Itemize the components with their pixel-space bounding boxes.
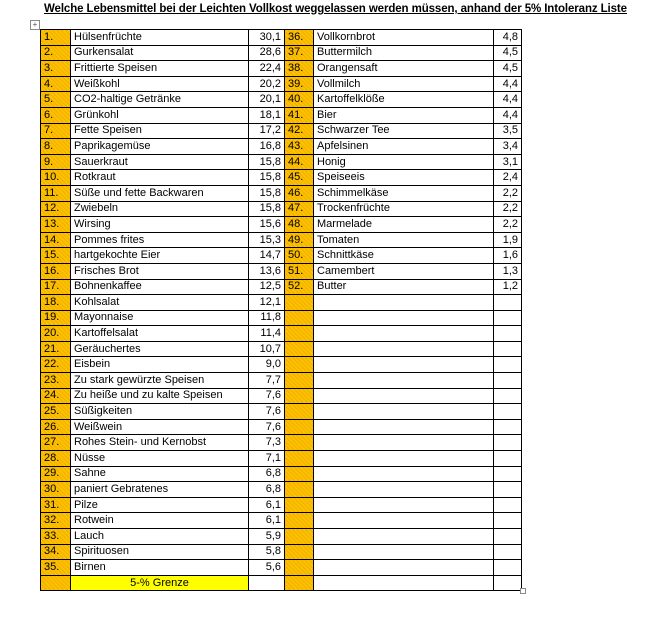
rank-cell <box>285 326 314 342</box>
food-cell: Lauch <box>71 529 249 545</box>
food-cell <box>314 435 494 451</box>
rank-cell: 13. <box>41 217 71 233</box>
percent-cell <box>494 544 522 560</box>
table-row <box>41 139 522 155</box>
rank-cell: 18. <box>41 295 71 311</box>
rank-cell: 50. <box>285 248 314 264</box>
table-row <box>41 575 522 591</box>
percent-cell: 2,2 <box>494 201 522 217</box>
rank-cell: 48. <box>285 217 314 233</box>
food-cell: Pilze <box>71 497 249 513</box>
rank-cell: 49. <box>285 232 314 248</box>
percent-cell: 1,3 <box>494 263 522 279</box>
percent-cell <box>494 466 522 482</box>
table-row <box>41 232 522 248</box>
percent-cell: 20,1 <box>249 92 285 108</box>
table-row <box>41 217 522 233</box>
rank-cell: 33. <box>41 529 71 545</box>
food-cell: Speiseeis <box>314 170 494 186</box>
percent-cell: 4,4 <box>494 107 522 123</box>
food-cell: Weißwein <box>71 419 249 435</box>
percent-cell: 1,2 <box>494 279 522 295</box>
percent-cell: 10,7 <box>249 341 285 357</box>
percent-cell: 4,5 <box>494 45 522 61</box>
percent-cell: 13,6 <box>249 263 285 279</box>
rank-cell: 47. <box>285 201 314 217</box>
percent-cell: 16,8 <box>249 139 285 155</box>
food-cell: Sahne <box>71 466 249 482</box>
rank-cell: 10. <box>41 170 71 186</box>
table-row <box>41 373 522 389</box>
food-cell <box>314 419 494 435</box>
percent-cell <box>494 404 522 420</box>
food-cell: Rotkraut <box>71 170 249 186</box>
rank-cell <box>285 373 314 389</box>
food-cell: Vollkornbrot <box>314 30 494 46</box>
percent-cell: 14,7 <box>249 248 285 264</box>
grenze-label: 5-% Grenze <box>71 575 249 591</box>
rank-cell: 43. <box>285 139 314 155</box>
rank-cell: 8. <box>41 139 71 155</box>
food-cell: Pommes frites <box>71 232 249 248</box>
table-row <box>41 61 522 77</box>
table-row <box>41 92 522 108</box>
rank-cell: 1. <box>41 30 71 46</box>
table-row <box>41 341 522 357</box>
rank-cell: 15. <box>41 248 71 264</box>
percent-cell <box>494 435 522 451</box>
food-cell <box>314 513 494 529</box>
rank-cell: 37. <box>285 45 314 61</box>
percent-cell: 17,2 <box>249 123 285 139</box>
rank-cell <box>285 295 314 311</box>
rank-cell: 4. <box>41 76 71 92</box>
food-cell: Kartoffelklöße <box>314 92 494 108</box>
food-cell: Nüsse <box>71 451 249 467</box>
food-cell: Hülsenfrüchte <box>71 30 249 46</box>
percent-cell: 7,6 <box>249 419 285 435</box>
rank-cell: 19. <box>41 310 71 326</box>
intolerance-table <box>40 29 522 591</box>
table-row <box>41 30 522 46</box>
rank-cell <box>285 466 314 482</box>
food-cell: Wirsing <box>71 217 249 233</box>
percent-cell <box>494 560 522 576</box>
percent-cell: 6,8 <box>249 482 285 498</box>
food-cell: Birnen <box>71 560 249 576</box>
percent-cell <box>494 419 522 435</box>
page-title: Welche Lebensmittel bei der Leichten Vollkost weggelassen werden müssen, anhand der 5% Intoleranz Liste <box>44 3 627 15</box>
rank-cell <box>285 341 314 357</box>
percent-cell: 11,4 <box>249 326 285 342</box>
percent-cell: 7,6 <box>249 404 285 420</box>
percent-cell: 12,1 <box>249 295 285 311</box>
rank-cell: 7. <box>41 123 71 139</box>
percent-cell <box>494 357 522 373</box>
rank-cell: 12. <box>41 201 71 217</box>
percent-cell <box>494 388 522 404</box>
food-cell <box>314 544 494 560</box>
percent-cell <box>494 513 522 529</box>
rank-cell <box>285 575 314 591</box>
food-cell: Eisbein <box>71 357 249 373</box>
percent-cell: 5,8 <box>249 544 285 560</box>
food-cell: Geräuchertes <box>71 341 249 357</box>
rank-cell: 24. <box>41 388 71 404</box>
table-row <box>41 279 522 295</box>
rank-cell <box>285 357 314 373</box>
percent-cell <box>494 451 522 467</box>
rank-cell: 23. <box>41 373 71 389</box>
rank-cell: 17. <box>41 279 71 295</box>
rank-cell: 32. <box>41 513 71 529</box>
percent-cell: 9,0 <box>249 357 285 373</box>
food-cell: Spirituosen <box>71 544 249 560</box>
food-cell <box>314 529 494 545</box>
percent-cell: 15,3 <box>249 232 285 248</box>
rank-cell: 22. <box>41 357 71 373</box>
rank-cell: 39. <box>285 76 314 92</box>
table-row <box>41 170 522 186</box>
table-row <box>41 45 522 61</box>
percent-cell <box>494 326 522 342</box>
table-row <box>41 435 522 451</box>
percent-cell: 12,5 <box>249 279 285 295</box>
table-row <box>41 482 522 498</box>
percent-cell: 22,4 <box>249 61 285 77</box>
rank-cell <box>285 482 314 498</box>
food-cell: Paprikagemüse <box>71 139 249 155</box>
food-cell: Trockenfrüchte <box>314 201 494 217</box>
table-move-handle[interactable]: + <box>30 20 40 30</box>
food-cell: Bier <box>314 107 494 123</box>
food-cell <box>314 404 494 420</box>
table-row <box>41 310 522 326</box>
food-cell: Zu heiße und zu kalte Speisen <box>71 388 249 404</box>
percent-cell: 2,4 <box>494 170 522 186</box>
percent-cell <box>494 575 522 591</box>
rank-cell <box>285 435 314 451</box>
percent-cell: 4,8 <box>494 30 522 46</box>
table-resize-handle[interactable] <box>520 588 526 594</box>
percent-cell: 2,2 <box>494 217 522 233</box>
rank-cell: 6. <box>41 107 71 123</box>
food-cell: Marmelade <box>314 217 494 233</box>
table-row <box>41 295 522 311</box>
food-cell: Rohes Stein- und Kernobst <box>71 435 249 451</box>
rank-cell <box>285 497 314 513</box>
table-row <box>41 263 522 279</box>
percent-cell: 7,1 <box>249 451 285 467</box>
table-row <box>41 357 522 373</box>
rank-cell: 14. <box>41 232 71 248</box>
food-cell: Schimmelkäse <box>314 185 494 201</box>
food-cell: Weißkohl <box>71 76 249 92</box>
percent-cell: 15,8 <box>249 170 285 186</box>
rank-cell <box>285 513 314 529</box>
percent-cell <box>494 482 522 498</box>
percent-cell: 3,4 <box>494 139 522 155</box>
percent-cell: 1,6 <box>494 248 522 264</box>
food-cell <box>314 310 494 326</box>
percent-cell: 3,5 <box>494 123 522 139</box>
table-row <box>41 497 522 513</box>
rank-cell: 34. <box>41 544 71 560</box>
table-row <box>41 466 522 482</box>
table-row <box>41 154 522 170</box>
rank-cell: 30. <box>41 482 71 498</box>
rank-cell: 51. <box>285 263 314 279</box>
percent-cell: 20,2 <box>249 76 285 92</box>
percent-cell: 5,9 <box>249 529 285 545</box>
food-cell: Bohnenkaffee <box>71 279 249 295</box>
food-cell: Vollmilch <box>314 76 494 92</box>
table-row <box>41 404 522 420</box>
rank-cell: 40. <box>285 92 314 108</box>
food-cell <box>314 560 494 576</box>
table-row <box>41 419 522 435</box>
rank-cell: 16. <box>41 263 71 279</box>
percent-cell <box>494 497 522 513</box>
table-row <box>41 544 522 560</box>
food-cell: Schwarzer Tee <box>314 123 494 139</box>
percent-cell <box>494 373 522 389</box>
food-cell: Camembert <box>314 263 494 279</box>
percent-cell <box>494 295 522 311</box>
rank-cell: 31. <box>41 497 71 513</box>
percent-cell: 28,6 <box>249 45 285 61</box>
rank-cell: 42. <box>285 123 314 139</box>
percent-cell: 30,1 <box>249 30 285 46</box>
table-row <box>41 513 522 529</box>
table-row <box>41 107 522 123</box>
food-cell: hartgekochte Eier <box>71 248 249 264</box>
percent-cell: 1,9 <box>494 232 522 248</box>
food-cell: Frisches Brot <box>71 263 249 279</box>
percent-cell: 4,5 <box>494 61 522 77</box>
rank-cell: 26. <box>41 419 71 435</box>
percent-cell: 7,3 <box>249 435 285 451</box>
table-row <box>41 248 522 264</box>
rank-cell: 35. <box>41 560 71 576</box>
percent-cell: 15,6 <box>249 217 285 233</box>
food-cell <box>314 497 494 513</box>
food-cell <box>314 388 494 404</box>
rank-cell: 41. <box>285 107 314 123</box>
food-cell <box>314 295 494 311</box>
rank-cell: 38. <box>285 61 314 77</box>
food-cell: Kartoffelsalat <box>71 326 249 342</box>
food-cell: Kohlsalat <box>71 295 249 311</box>
rank-cell <box>285 404 314 420</box>
rank-cell: 3. <box>41 61 71 77</box>
rank-cell: 28. <box>41 451 71 467</box>
rank-cell: 20. <box>41 326 71 342</box>
food-cell <box>314 326 494 342</box>
rank-cell: 27. <box>41 435 71 451</box>
food-cell: Fette Speisen <box>71 123 249 139</box>
food-cell: Zu stark gewürzte Speisen <box>71 373 249 389</box>
table-row <box>41 76 522 92</box>
food-cell: Süße und fette Backwaren <box>71 185 249 201</box>
percent-cell: 6,1 <box>249 497 285 513</box>
rank-cell <box>285 560 314 576</box>
rank-cell <box>285 451 314 467</box>
rank-cell <box>285 529 314 545</box>
food-cell: Sauerkraut <box>71 154 249 170</box>
table-row <box>41 388 522 404</box>
food-cell <box>314 451 494 467</box>
table-row <box>41 185 522 201</box>
rank-cell: 45. <box>285 170 314 186</box>
rank-cell: 2. <box>41 45 71 61</box>
rank-cell: 36. <box>285 30 314 46</box>
percent-cell <box>494 341 522 357</box>
table-row <box>41 201 522 217</box>
percent-cell: 6,1 <box>249 513 285 529</box>
rank-cell: 9. <box>41 154 71 170</box>
rank-cell: 29. <box>41 466 71 482</box>
food-cell: Gurkensalat <box>71 45 249 61</box>
rank-cell: 11. <box>41 185 71 201</box>
percent-cell <box>494 529 522 545</box>
rank-cell: 5. <box>41 92 71 108</box>
food-cell: Apfelsinen <box>314 139 494 155</box>
food-cell: Rotwein <box>71 513 249 529</box>
food-cell <box>314 341 494 357</box>
rank-cell: 21. <box>41 341 71 357</box>
food-cell <box>314 482 494 498</box>
percent-cell: 7,6 <box>249 388 285 404</box>
food-cell <box>314 357 494 373</box>
food-cell: Mayonnaise <box>71 310 249 326</box>
table-row <box>41 529 522 545</box>
rank-cell <box>285 388 314 404</box>
percent-cell: 15,8 <box>249 154 285 170</box>
food-cell: CO2-haltige Getränke <box>71 92 249 108</box>
food-cell: Frittierte Speisen <box>71 61 249 77</box>
rank-cell: 52. <box>285 279 314 295</box>
percent-cell: 7,7 <box>249 373 285 389</box>
percent-cell: 2,2 <box>494 185 522 201</box>
rank-cell <box>41 575 71 591</box>
table-row <box>41 326 522 342</box>
food-cell <box>314 466 494 482</box>
food-cell: paniert Gebratenes <box>71 482 249 498</box>
rank-cell: 25. <box>41 404 71 420</box>
table-row <box>41 560 522 576</box>
percent-cell: 6,8 <box>249 466 285 482</box>
rank-cell: 46. <box>285 185 314 201</box>
percent-cell <box>249 575 285 591</box>
food-cell: Orangensaft <box>314 61 494 77</box>
percent-cell: 15,8 <box>249 185 285 201</box>
rank-cell: 44. <box>285 154 314 170</box>
percent-cell: 11,8 <box>249 310 285 326</box>
percent-cell: 3,1 <box>494 154 522 170</box>
percent-cell: 4,4 <box>494 92 522 108</box>
percent-cell: 15,8 <box>249 201 285 217</box>
food-cell <box>314 575 494 591</box>
food-cell: Zwiebeln <box>71 201 249 217</box>
percent-cell: 5,6 <box>249 560 285 576</box>
percent-cell: 4,4 <box>494 76 522 92</box>
food-cell: Süßigkeiten <box>71 404 249 420</box>
food-cell <box>314 373 494 389</box>
food-cell: Butter <box>314 279 494 295</box>
food-cell: Tomaten <box>314 232 494 248</box>
food-cell: Grünkohl <box>71 107 249 123</box>
rank-cell <box>285 544 314 560</box>
food-cell: Honig <box>314 154 494 170</box>
table-row <box>41 451 522 467</box>
rank-cell <box>285 419 314 435</box>
percent-cell: 18,1 <box>249 107 285 123</box>
food-cell: Schnittkäse <box>314 248 494 264</box>
table-row <box>41 123 522 139</box>
food-cell: Buttermilch <box>314 45 494 61</box>
rank-cell <box>285 310 314 326</box>
percent-cell <box>494 310 522 326</box>
